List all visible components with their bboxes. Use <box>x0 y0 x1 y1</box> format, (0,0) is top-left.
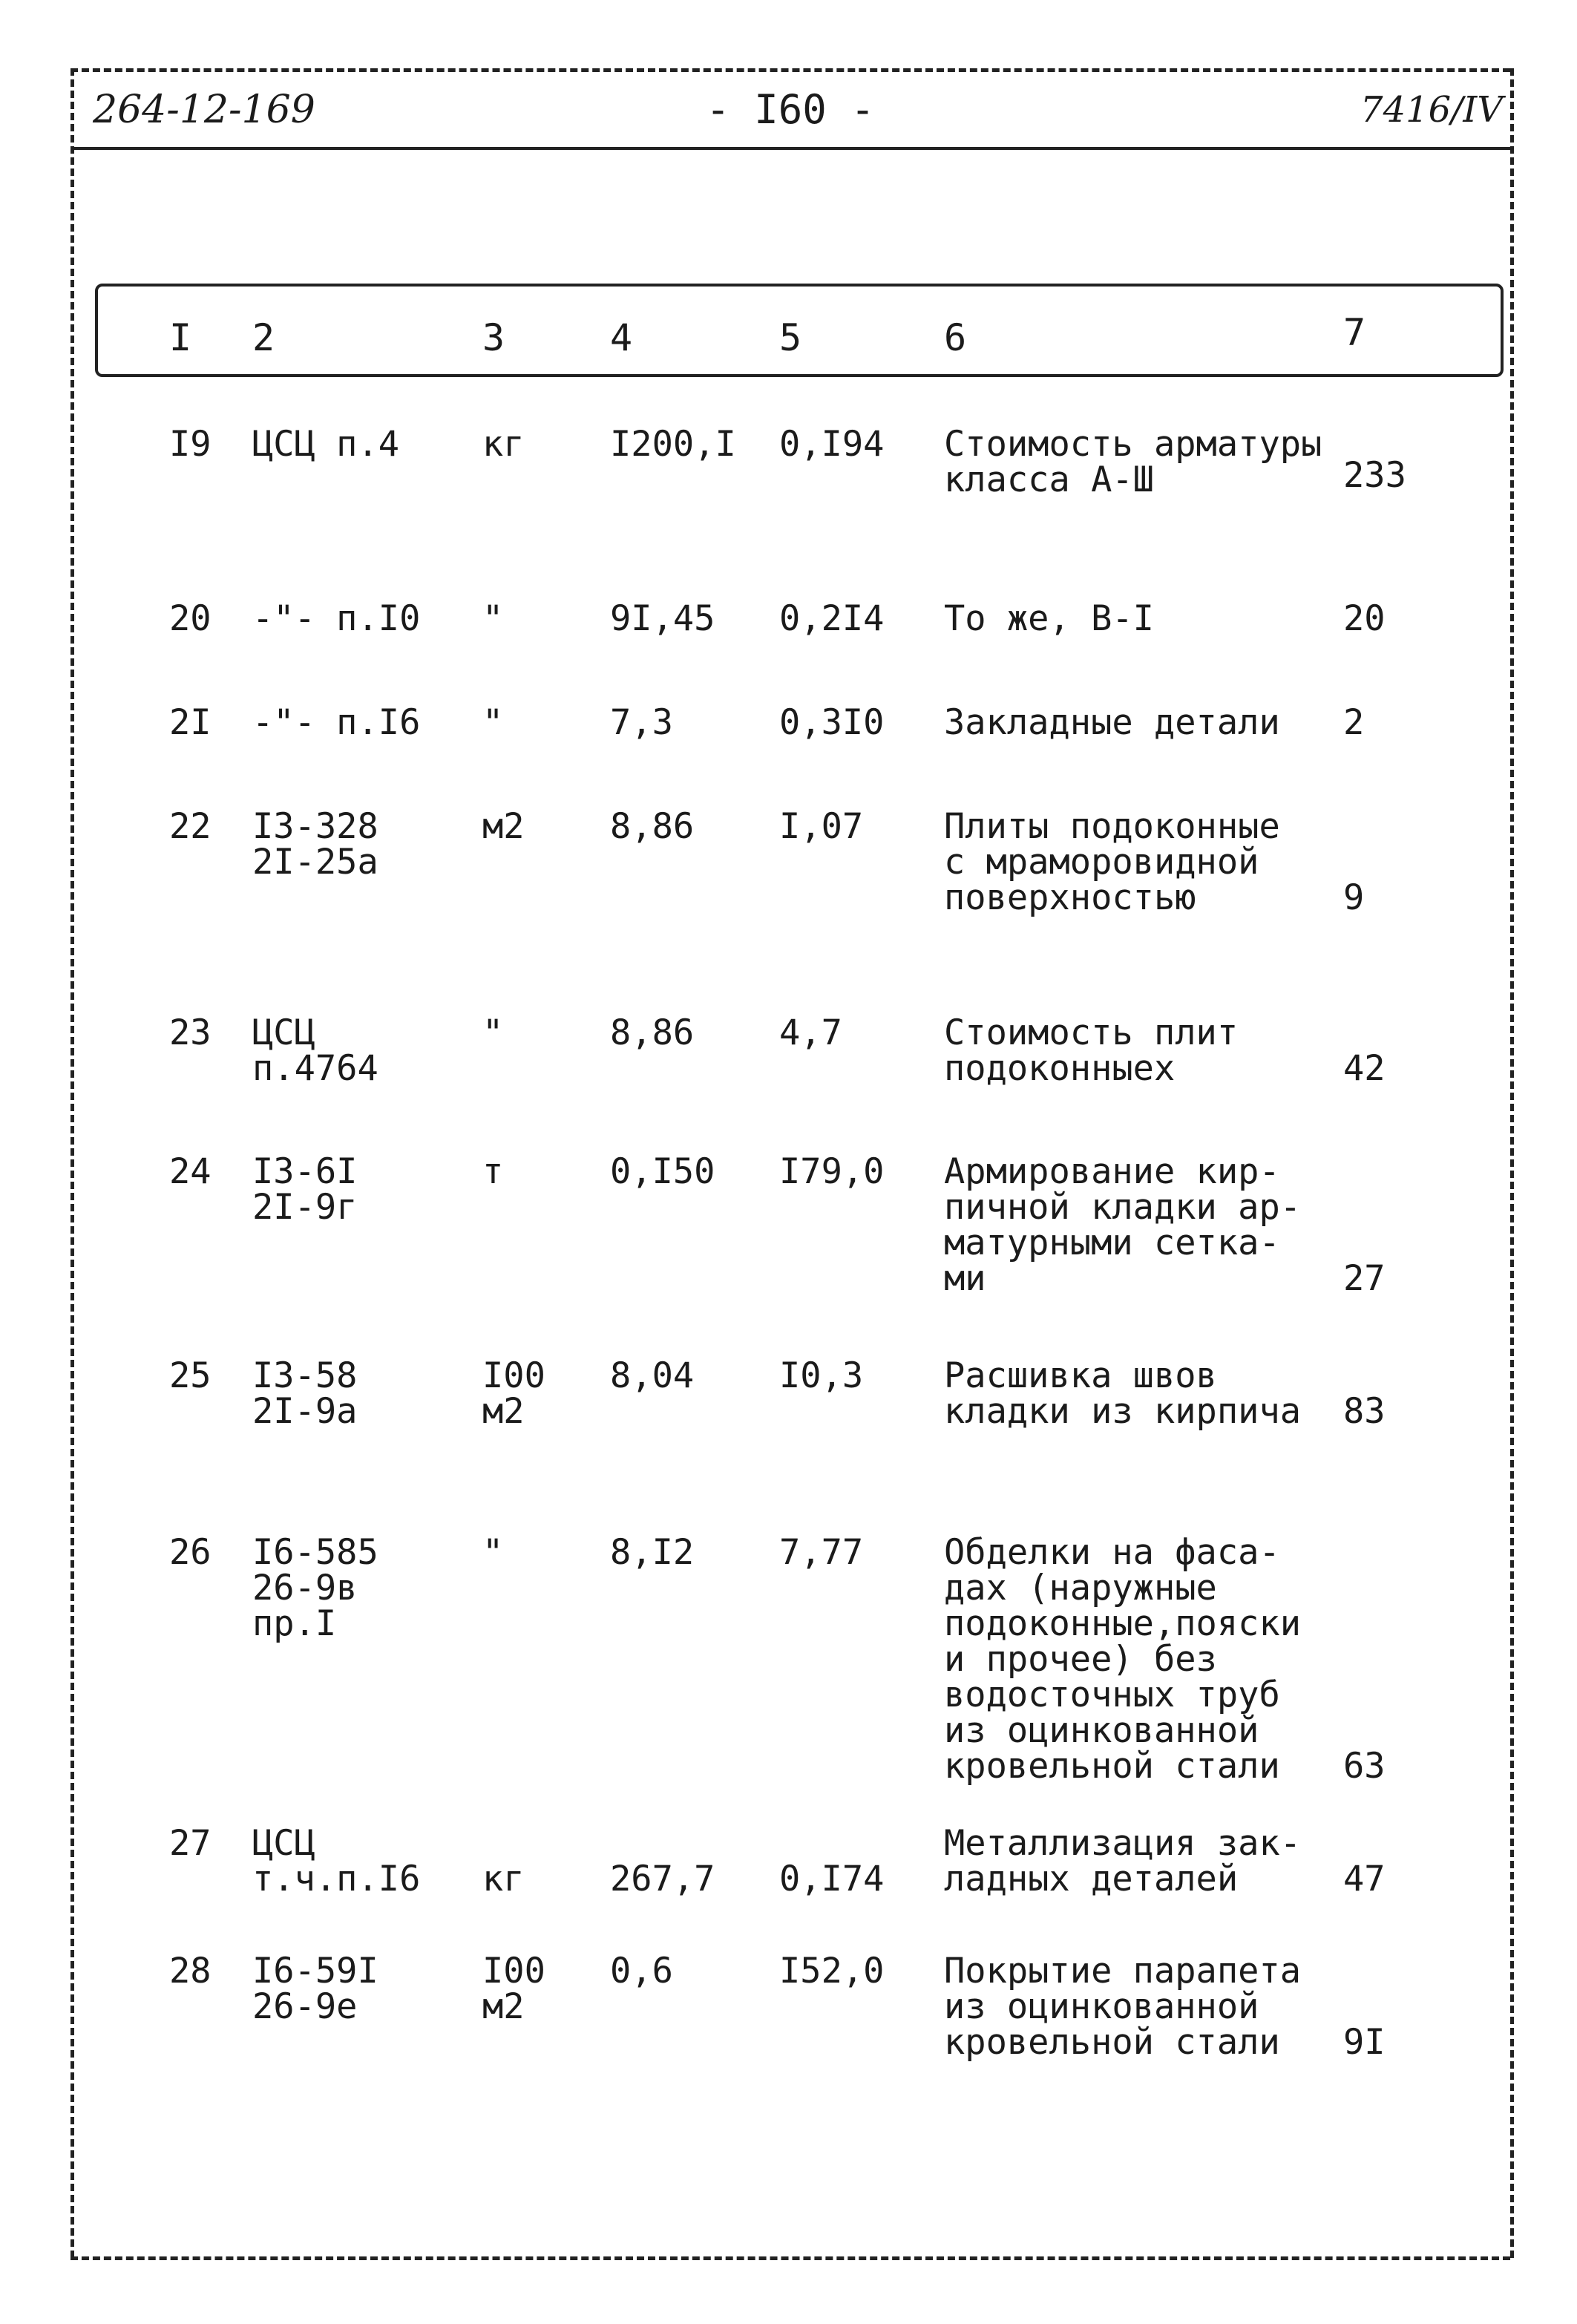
total: 2 <box>1343 702 1365 743</box>
page-frame-top <box>71 68 1510 72</box>
quantity: 0,6 <box>610 1951 673 1991</box>
unit: I00 м2 <box>482 1951 545 2027</box>
unit: кг <box>482 424 525 465</box>
unit-price: 0,I94 <box>779 424 885 465</box>
unit-price: 0,2I4 <box>779 598 885 639</box>
row-number: I9 <box>169 424 212 465</box>
column-header-3: 3 <box>482 316 505 359</box>
row-number: 28 <box>169 1951 212 1991</box>
row-number: 25 <box>169 1355 212 1396</box>
price-code: -"- п.I0 <box>252 598 421 639</box>
total: 42 <box>1343 1048 1386 1089</box>
unit: I00 м2 <box>482 1355 545 1432</box>
unit-price: 0,3I0 <box>779 702 885 743</box>
quantity: 267,7 <box>610 1859 715 1899</box>
row-number: 26 <box>169 1532 212 1573</box>
price-code: I6-59I 26-9е <box>252 1951 378 2027</box>
unit-price: I0,3 <box>779 1355 864 1396</box>
price-code: ЦСЦ п.4 <box>252 424 400 465</box>
unit: " <box>482 1012 504 1053</box>
total: 9I <box>1343 2022 1386 2063</box>
total: 233 <box>1343 455 1406 496</box>
description: Стоимость арматуры класса А-Ш <box>944 424 1322 500</box>
unit-price: I52,0 <box>779 1951 885 1991</box>
price-code: I3-328 2I-25а <box>252 806 378 883</box>
quantity: 8,86 <box>610 1012 695 1053</box>
description: Расшивка швов кладки из кирпича <box>944 1355 1302 1432</box>
description: Армирование кир- пичной кладки ар- матурными сетка- ми <box>944 1151 1302 1299</box>
unit-price: I79,0 <box>779 1151 885 1192</box>
unit-price: 0,I74 <box>779 1859 885 1899</box>
price-code: ЦСЦ т.ч.п.I6 <box>252 1823 421 1899</box>
total: 9 <box>1343 877 1365 918</box>
row-number: 22 <box>169 806 212 847</box>
column-header-4: 4 <box>610 316 633 359</box>
unit: т <box>482 1151 504 1192</box>
page-frame-right <box>1510 68 1514 2258</box>
total: 83 <box>1343 1391 1386 1432</box>
price-code: I3-58 2I-9а <box>252 1355 358 1432</box>
total: 63 <box>1343 1746 1386 1787</box>
document-code: 264-12-169 <box>93 88 315 132</box>
description: Обделки на фаса- дах (наружные подоконные,пояски и прочее) без водосточных труб из оцинкованной кровельной стали <box>944 1532 1302 1787</box>
quantity: 8,I2 <box>610 1532 695 1573</box>
quantity: I200,I <box>610 424 736 465</box>
unit: " <box>482 702 504 743</box>
total: 47 <box>1343 1859 1386 1899</box>
unit-price: I,07 <box>779 806 864 847</box>
page-frame-left <box>71 68 74 2258</box>
column-header-1: I <box>169 316 192 359</box>
quantity: 9I,45 <box>610 598 715 639</box>
header-rule <box>74 147 1510 150</box>
price-code: I3-6I 2I-9г <box>252 1151 358 1228</box>
unit: " <box>482 1532 504 1573</box>
description: То же, В-I <box>944 598 1154 639</box>
unit-price: 7,77 <box>779 1532 864 1573</box>
unit: кг <box>482 1859 525 1899</box>
price-code: ЦСЦ п.4764 <box>252 1012 378 1089</box>
row-number: 23 <box>169 1012 212 1053</box>
row-number: 27 <box>169 1823 212 1864</box>
description: Металлизация зак- ладных деталей <box>944 1823 1302 1899</box>
total: 27 <box>1343 1258 1386 1299</box>
unit: м2 <box>482 806 525 847</box>
quantity: 8,86 <box>610 806 695 847</box>
column-header-7: 7 <box>1343 311 1366 354</box>
total: 20 <box>1343 598 1386 639</box>
unit: " <box>482 598 504 639</box>
description: Стоимость плит подоконныех <box>944 1012 1239 1089</box>
description: Покрытие парапета из оцинкованной кровельной стали <box>944 1951 1302 2063</box>
row-number: 24 <box>169 1151 212 1192</box>
page-frame-bottom <box>71 2256 1510 2260</box>
column-header-6: 6 <box>944 316 967 359</box>
reference-number: 7416/IV <box>1360 89 1503 131</box>
page-number: - I60 - <box>706 86 875 133</box>
column-header-2: 2 <box>252 316 275 359</box>
description: Закладные детали <box>944 702 1280 743</box>
quantity: 7,3 <box>610 702 673 743</box>
quantity: 8,04 <box>610 1355 695 1396</box>
column-header-5: 5 <box>779 316 802 359</box>
description: Плиты подоконные с мраморовидной поверхностью <box>944 806 1280 918</box>
price-code: -"- п.I6 <box>252 702 421 743</box>
unit-price: 4,7 <box>779 1012 842 1053</box>
row-number: 2I <box>169 702 212 743</box>
quantity: 0,I50 <box>610 1151 715 1192</box>
row-number: 20 <box>169 598 212 639</box>
price-code: I6-585 26-9в пр.I <box>252 1532 378 1644</box>
